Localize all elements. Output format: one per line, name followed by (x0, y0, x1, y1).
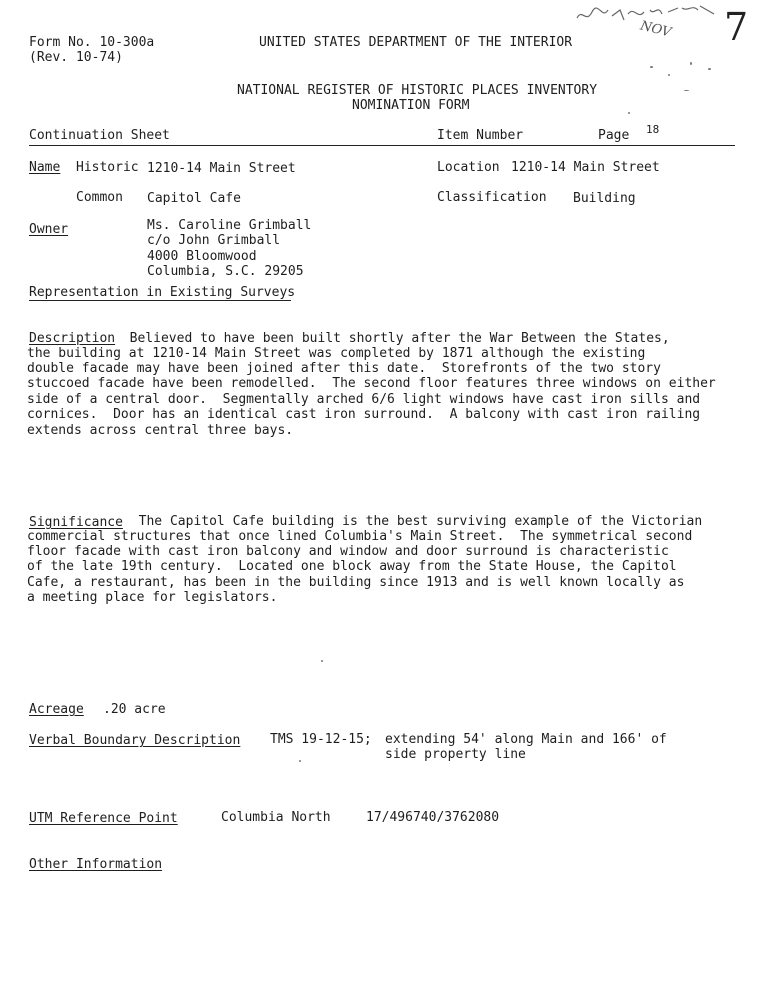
item-number-label: Item Number (437, 128, 524, 143)
form-number: Form No. 10-300a (29, 35, 155, 50)
representation-label: Representation in Existing Surveys (29, 285, 296, 300)
description-line-3: double facade may have been joined after this date. Storefronts of the two story (27, 361, 661, 376)
boundary-line-2: side property line (385, 747, 526, 762)
continuation-sheet-label: Continuation Sheet (29, 128, 170, 143)
common-label: Common (76, 190, 123, 205)
description-line-6: cornices. Door has an identical cast iron surround. A balcony with cast iron railing (27, 407, 701, 422)
owner-line-1: Ms. Caroline Grimball (147, 218, 312, 233)
acreage-value: .20 acre (103, 702, 166, 717)
owner-label: Owner (29, 222, 69, 237)
description-line-1: Believed to have been built shortly after the War Between the States, (114, 331, 670, 346)
utm-label: UTM Reference Point (29, 811, 178, 826)
handwritten-note: NOV (638, 18, 673, 41)
boundary-tms: TMS 19-12-15; (270, 732, 372, 747)
description-label: Description (29, 331, 116, 346)
ink-speck (668, 74, 670, 76)
ink-speck (628, 112, 630, 114)
location-value: 1210-14 Main Street (511, 160, 660, 175)
description-line-5: side of a central door. Segmentally arched 6/6 light windows have cast iron sills and (27, 392, 701, 407)
description-line-4: stuccoed facade have been remodelled. The second floor features three windows on either (27, 376, 716, 391)
ink-speck (321, 660, 323, 662)
common-value: Capitol Cafe (147, 191, 241, 206)
boundary-line-1: extending 54' along Main and 166' of (385, 732, 667, 747)
classification-value: Building (573, 191, 636, 206)
ink-speck (690, 62, 692, 65)
significance-line-5: Cafe, a restaurant, has been in the building since 1913 and is well known locally as (27, 575, 685, 590)
significance-line-4: of the late 19th century. Located one block away from the State House, the Capitol (27, 559, 677, 574)
header-rule (29, 145, 735, 146)
description-line-2: the building at 1210-14 Main Street was completed by 1871 although the existing (27, 346, 646, 361)
register-title: NATIONAL REGISTER OF HISTORIC PLACES INVENTORY (237, 83, 598, 98)
ink-speck (684, 90, 689, 91)
location-label: Location (437, 160, 500, 175)
significance-label: Significance (29, 515, 123, 530)
ink-speck (650, 66, 653, 68)
description-line-7: extends across central three bays. (27, 423, 294, 438)
form-title: NOMINATION FORM (352, 98, 470, 113)
acreage-label: Acreage (29, 702, 84, 717)
significance-line-2: commercial structures that once lined Columbia's Main Street. The symmetrical second (27, 529, 693, 544)
owner-line-4: Columbia, S.C. 29205 (147, 264, 304, 279)
boundary-label: Verbal Boundary Description (29, 733, 241, 748)
owner-line-2: c/o John Grimball (147, 233, 281, 248)
historic-value: 1210-14 Main Street (147, 161, 296, 176)
classification-label: Classification (437, 190, 547, 205)
page-label: Page (598, 128, 630, 143)
handwritten-page-number: 7 (724, 5, 749, 49)
ink-speck (299, 760, 301, 762)
significance-line-1: The Capitol Cafe building is the best surviving example of the Victorian (123, 514, 703, 529)
name-label: Name (29, 160, 61, 175)
page-number: 18 (646, 123, 660, 136)
representation-rule (29, 300, 291, 301)
significance-line-3: floor facade with cast iron balcony and window and door surround is characteristic (27, 544, 669, 559)
utm-value: 17/496740/3762080 (366, 810, 500, 825)
owner-line-3: 4000 Bloomwood (147, 249, 257, 264)
department-title: UNITED STATES DEPARTMENT OF THE INTERIOR (259, 35, 573, 50)
utm-quad: Columbia North (221, 810, 331, 825)
historic-label: Historic (76, 160, 139, 175)
form-revision: (Rev. 10-74) (29, 50, 123, 65)
significance-line-6: a meeting place for legislators. (27, 590, 278, 605)
ink-speck (708, 68, 711, 70)
other-information-label: Other Information (29, 857, 163, 872)
